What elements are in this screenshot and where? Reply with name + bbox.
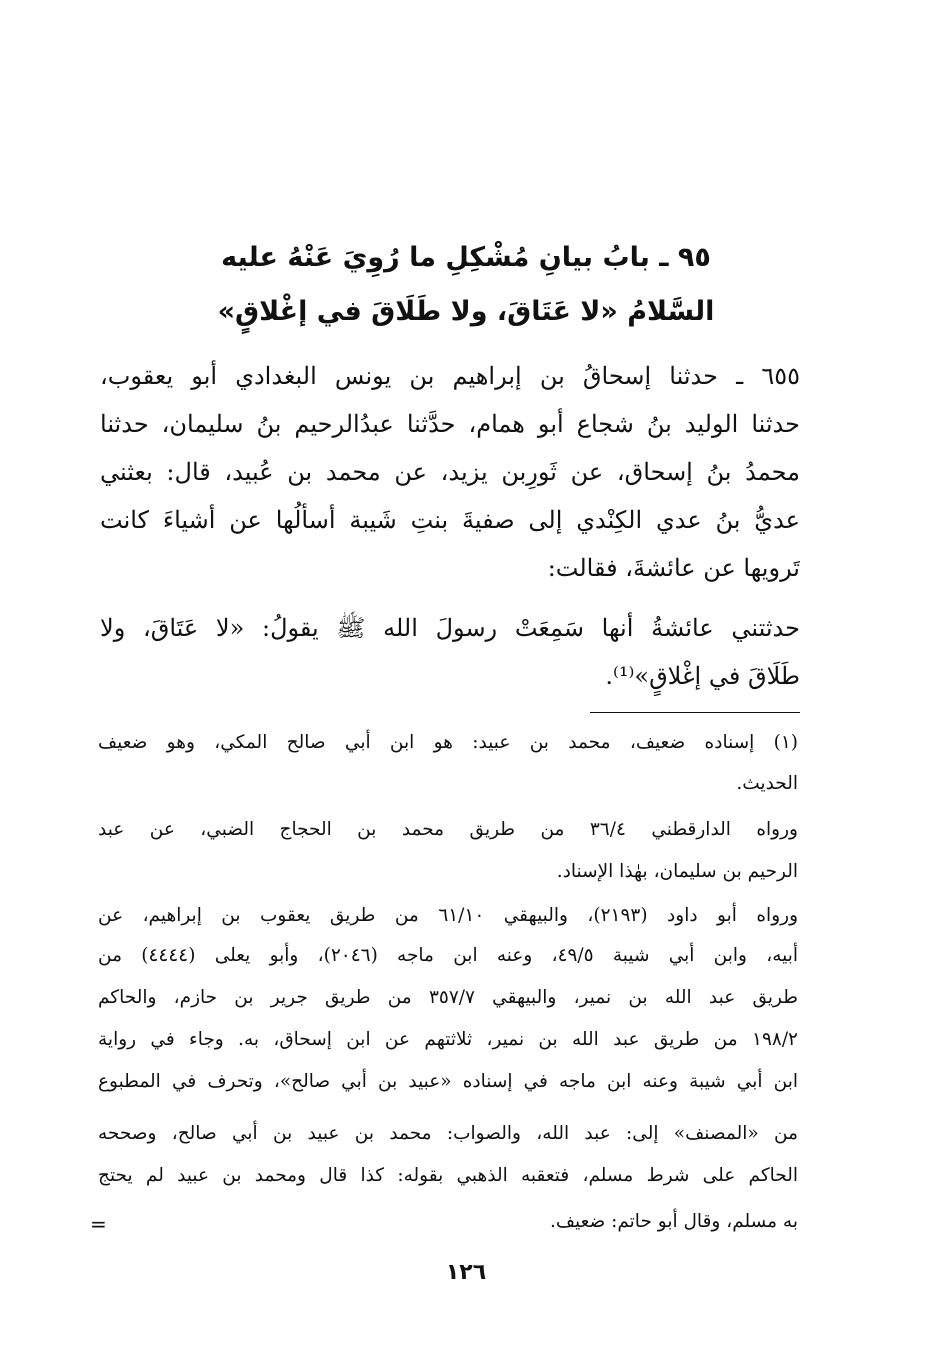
footnote-line: ابن أبي شيبة وعنه ابن ماجه في إسناده «عبيد بن أبي صالح»، وتحرف في المطبوع [98, 1071, 798, 1092]
footnote-line: من «المصنف» إلى: عبد الله، والصواب: محمد بن عبيد بن أبي صالح، وصححه [98, 1123, 798, 1144]
chapter-title-line-2: السَّلامُ «لا عَتَاقَ، ولا طَلَاقَ في إغْلاقٍ» [217, 296, 715, 327]
footnote-line: ورواه أبو داود (٢١٩٣)، والبيهقي ٦١/١٠ من طريق يعقوب بن إبراهيم، عن [98, 905, 798, 926]
chapter-title-line-1: ٩٥ ـ بابُ بيانِ مُشْكِلِ ما رُوِيَ عَنْهُ عليه [221, 242, 711, 273]
hadith-text-line: حدثتني عائشةُ أنها سَمِعَتْ رسولَ الله ﷺ يقولُ: «لا عَتَاقَ، ولا [100, 614, 800, 642]
hadith-text-line: طَلَاقَ في إغْلاقٍ»⁽¹⁾. [605, 662, 800, 690]
hadith-isnad-line: تَرويها عن عائشةَ، فقالت: [547, 554, 800, 582]
footnote-line: ورواه الدارقطني ٣٦/٤ من طريق محمد بن الحجاج الضبي، عن عبد [98, 819, 798, 840]
footnote-line: الرحيم بن سليمان، بهٰذا الإسناد. [556, 861, 798, 882]
footnote-line: أبيه، وابن أبي شيبة ٤٩/٥، وعنه ابن ماجه (٢٠٤٦)، وأبو يعلى (٤٤٤٤) من [98, 945, 798, 966]
footnote-line: الحاكم على شرط مسلم، فتعقبه الذهبي بقوله: كذا قال ومحمد بن عبيد لم يحتج [98, 1165, 798, 1186]
hadith-isnad-line: ٦٥٥ ـ حدثنا إسحاقُ بن إبراهيم بن يونس البغدادي أبو يعقوب، [100, 362, 800, 390]
continuation-mark: = [90, 1212, 107, 1236]
footnote-line: به مسلم، وقال أبو حاتم: ضعيف. [549, 1211, 798, 1232]
hadith-isnad-line: عديُّ بنُ عدي الكِنْدي إلى صفيةَ بنتِ شَيبة أسألُها عن أشياءَ كانت [100, 506, 800, 534]
footnote-line: الحديث. [736, 773, 798, 794]
page-number: ١٢٦ [445, 1260, 487, 1285]
hadith-isnad-line: حدثنا الوليد بنُ شجاع أبو همام، حدَّثنا عبدُالرحيم بنُ سليمان، حدثنا [100, 410, 800, 438]
footnote-line: طريق عبد الله بن نمير، والبيهقي ٣٥٧/٧ من طريق جرير بن حازم، والحاكم [98, 987, 798, 1008]
hadith-isnad-line: محمدُ بنُ إسحاق، عن ثَورِبن يزيد، عن محمد بن عُبيد، قال: بعثني [100, 458, 800, 486]
footnote-line: (١) إسناده ضعيف، محمد بن عبيد: هو ابن أبي صالح المكي، وهو ضعيف [98, 732, 798, 753]
footnote-line: ١٩٨/٢ من طريق عبد الله بن نمير، ثلاثتهم عن ابن إسحاق، به. وجاء في رواية [98, 1029, 798, 1050]
footnote-separator [590, 712, 800, 713]
